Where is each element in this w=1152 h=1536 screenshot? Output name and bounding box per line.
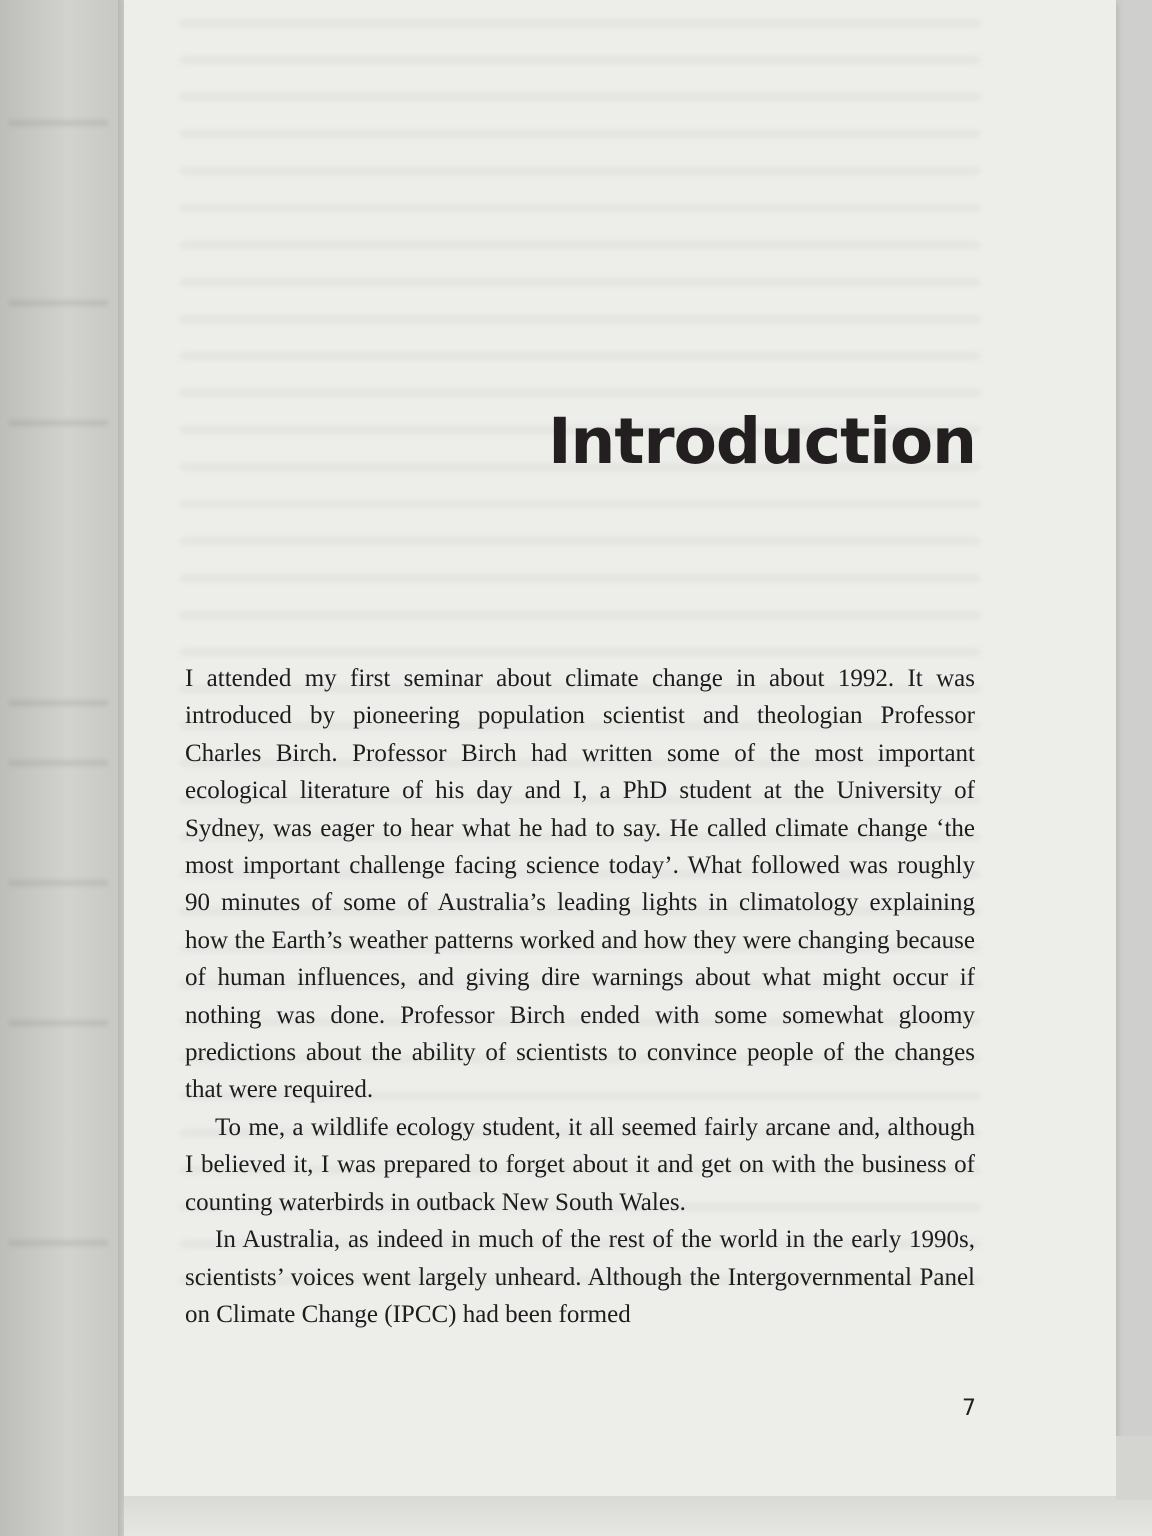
previous-page-edge: [0, 0, 124, 1536]
page-bottom-edge: [124, 1496, 1152, 1536]
paragraph: In Australia, as indeed in much of the rest of the world in the early 1990s, scientists’ voices went largely unheard. Although the Intergovernmental Panel on Climate Change (IPCC) had been formed: [185, 1226, 975, 1328]
body-text: [185, 660, 975, 1333]
chapter-title: Introduction: [548, 405, 976, 478]
page-number: 7: [962, 1396, 976, 1421]
paragraph: I attended my first seminar about climate change in about 1992. It was introduced by pioneering population scientist and theologian Professor Charles Birch. Professor Birch had written some of the most important ecological literature of his day and I, a PhD student at the University of Sydney, was eager to hear what he had to say. He called climate change ‘the most important challenge facing science today’. What followed was roughly 90 minutes of some of Australia’s leading lights in climatology explaining how the Earth’s weather patterns worked and how they were changing because of human influences, and giving dire warnings about what might occur if nothing was done. Professor Birch ended with some somewhat gloomy predictions about the ability of scientists to convince people of the changes that were required.: [185, 665, 975, 1104]
page-corner-shadow: [1116, 1436, 1152, 1500]
paragraph: To me, a wildlife ecology student, it all seemed fairly arcane and, although I believed it, I was prepared to forget about it and get on with the business of counting waterbirds in outback New South Wales.: [185, 1113, 975, 1216]
